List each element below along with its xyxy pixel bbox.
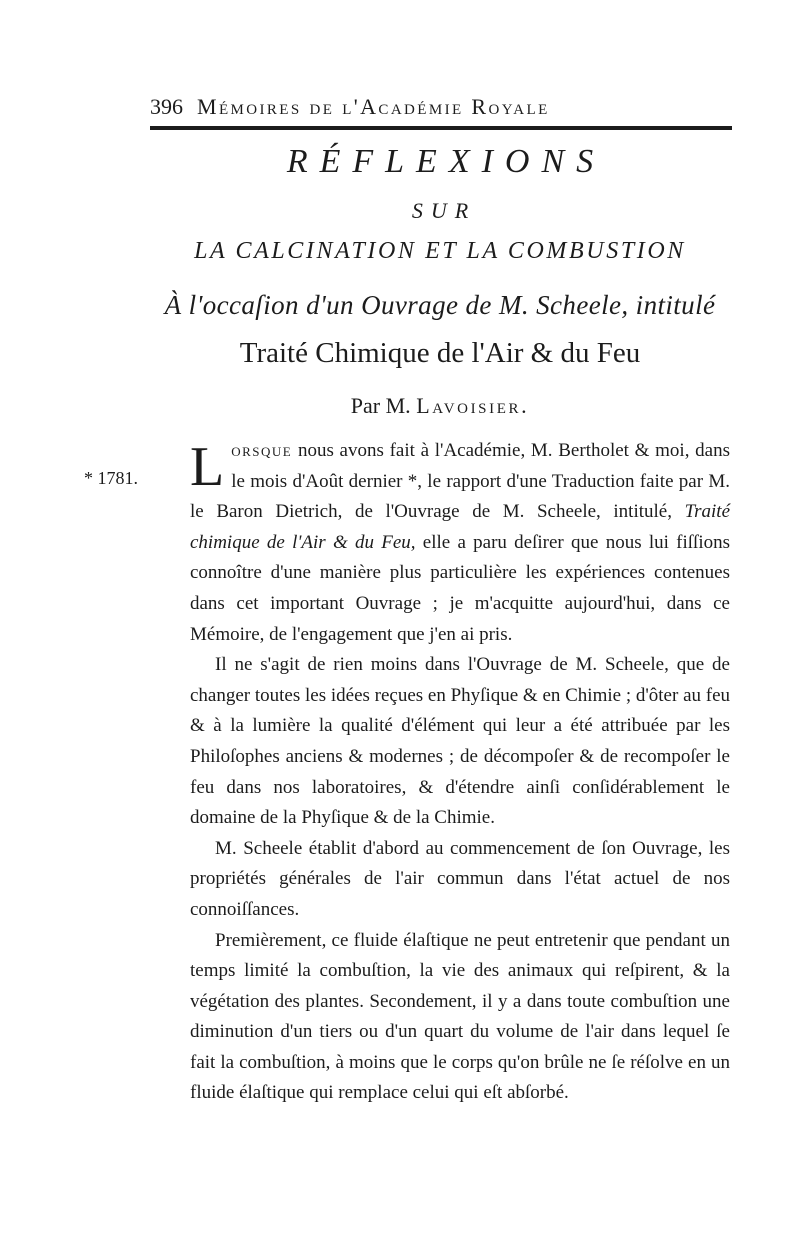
author-prefix: Par M. bbox=[350, 393, 411, 418]
running-title: Mémoires de l'Académie Royale bbox=[197, 94, 550, 119]
page-header bbox=[150, 94, 730, 124]
cited-work-title: Traité chimique de l'Air & du Feu, bbox=[190, 501, 730, 553]
title-subject: LA CALCINATION ET LA COMBUSTION bbox=[194, 238, 686, 264]
paragraph-4: Premièrement, ce fluide élaſtique ne peut entretenir que pendant un temps limité la combuſtion, la vie des animaux qui reſpirent, & la végétation des plantes. Secondement, il y a dans toute combuſtion une diminution d'un tiers ou d'un quart du volume de l'air dans lequel ſe fait la combuſtion, à moins que le corps qu'on brûle ne ſe réſolve en un fluide élaſtique qui remplace celui qui eſt abſorbé. bbox=[190, 929, 730, 1104]
paragraph-3: M. Scheele établit d'abord au commencement de ſon Ouvrage, les propriétés générales de l'air commun dans l'état actuel de nos connoiſſances. bbox=[190, 837, 730, 920]
drop-cap: L bbox=[190, 436, 225, 498]
body-text bbox=[190, 436, 730, 1109]
title-main: RÉFLEXIONS bbox=[286, 143, 606, 180]
paragraph-1-text-b: elle a paru deſirer que nous lui fiſſions connoître d'une manière plus particulière les expériences contenues dans cet important Ouvrage ; je m'acquitte aujourd'hui, dans ce Mémoire, de l'engagement que j'en ai pris. bbox=[190, 531, 730, 645]
header-rule bbox=[150, 126, 732, 130]
title-author bbox=[150, 393, 730, 419]
paragraph-2: Il ne s'agit de rien moins dans l'Ouvrage de M. Scheele, que de changer toutes les idées reçues en Phyſique & en Chimie ; d'ôter au feu & à la lumière la qualité d'élément qui leur a été attribuée par les Philoſophes anciens & modernes ; de décompoſer & de recompoſer le feu dans nos laboratoires, & d'étendre ainſi conſidérablement le domaine de la Phyſique & de la Chimie. bbox=[190, 654, 731, 829]
paragraph-1 bbox=[190, 436, 730, 650]
title-occasion: À l'occaſion d'un Ouvrage de M. Scheele, intitulé bbox=[164, 290, 716, 320]
margin-note: * 1781. bbox=[84, 468, 138, 488]
title-work: Traité Chimique de l'Air & du Feu bbox=[239, 337, 641, 369]
page-number: 396 bbox=[150, 94, 183, 119]
author-name: Lavoisier. bbox=[416, 393, 530, 418]
title-sur: SUR bbox=[411, 198, 477, 223]
opening-word: orsque bbox=[231, 440, 293, 461]
paragraph-1-text-a: nous avons fait à l'Académie, M. Bertholet & moi, dans le mois d'Août dernier *, le rapport d'une Traduction faite par M. le Baron Dietrich, de l'Ouvrage de M. Scheele, intitulé, bbox=[190, 440, 730, 523]
